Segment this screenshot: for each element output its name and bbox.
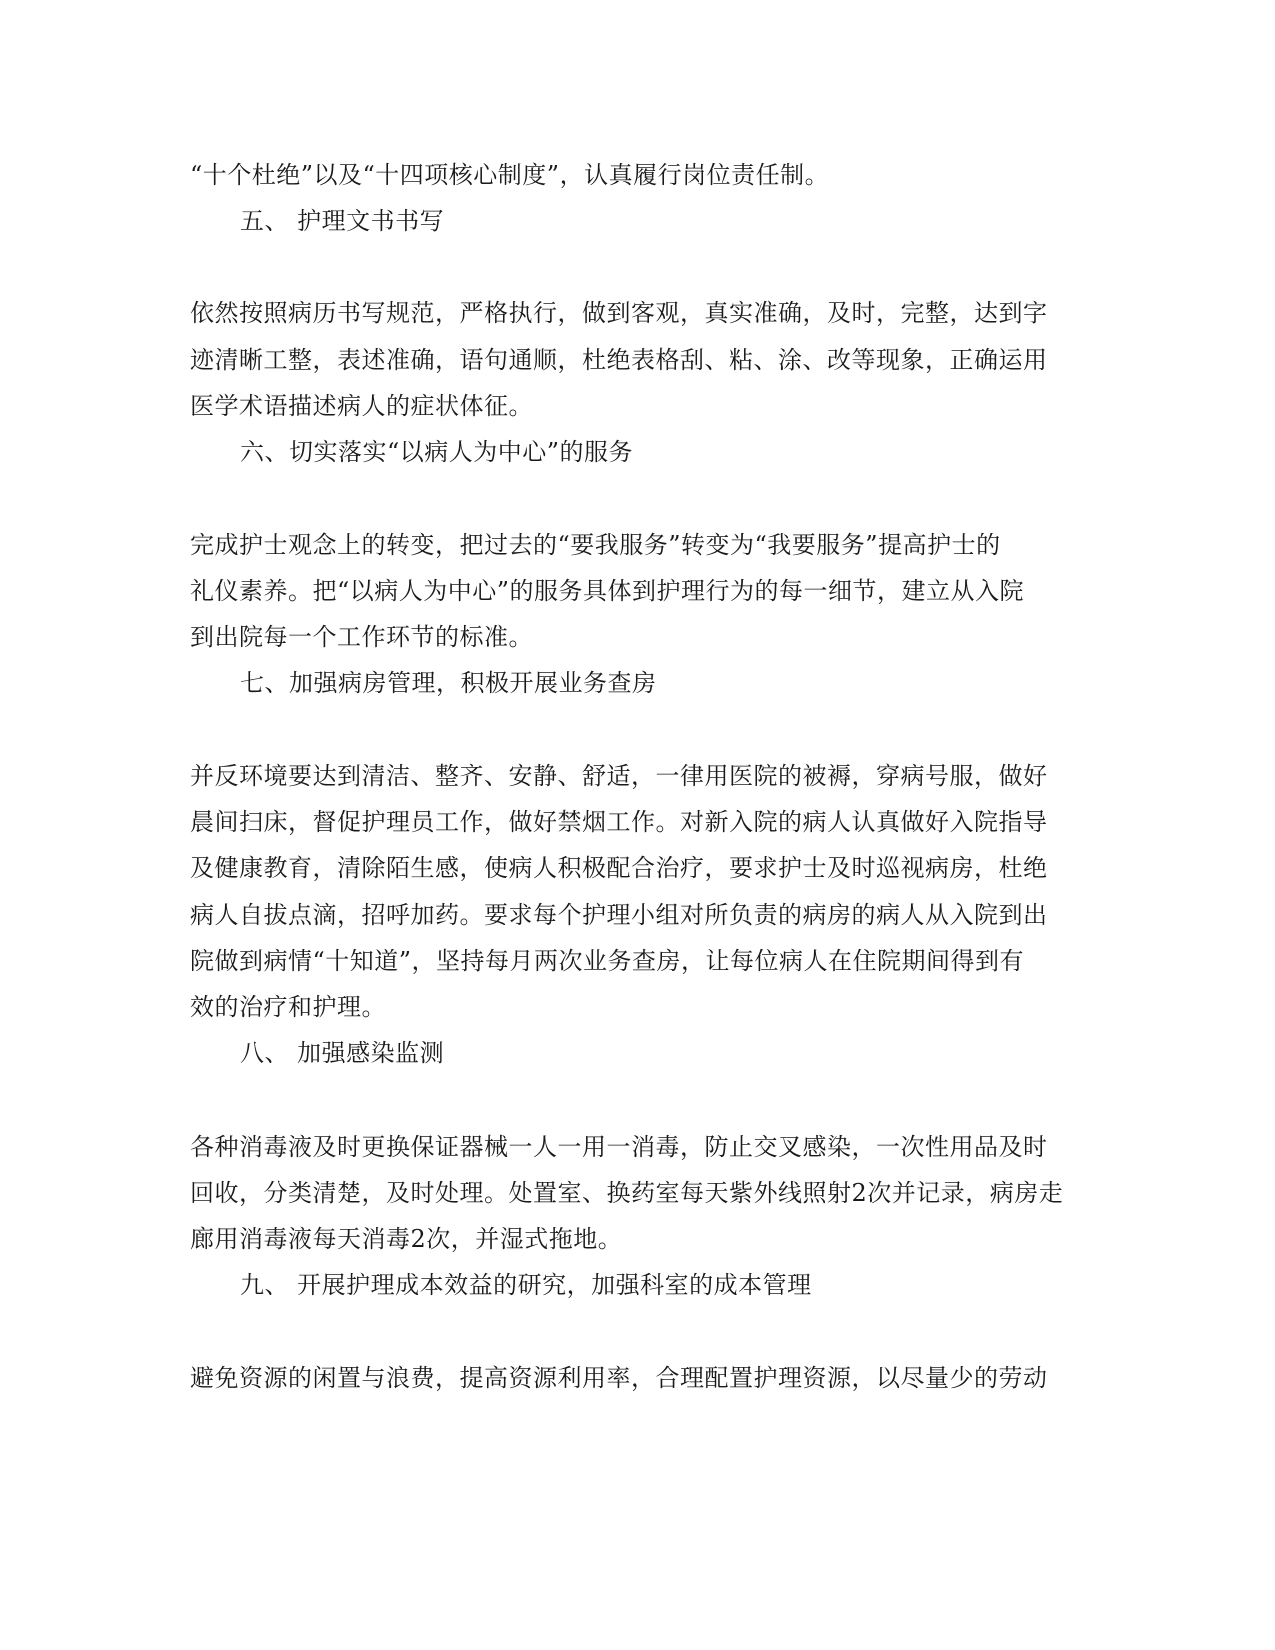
paragraph-line: 院做到病情“十知道”，坚持每月两次业务查房，让每位病人在住院期间得到有 [190, 947, 1025, 975]
section-heading-9: 九、 开展护理成本效益的研究，加强科室的成本管理 [240, 1271, 812, 1299]
paragraph-line: 医学术语描述病人的症状体征。 [190, 392, 533, 420]
section-heading-6: 六、切实落实“以病人为中心”的服务 [240, 438, 634, 466]
paragraph-line: 依然按照病历书写规范，严格执行，做到客观，真实准确，及时，完整，达到字 [190, 299, 1048, 327]
section-heading-5: 五、 护理文书书写 [240, 207, 445, 235]
paragraph-line: 效的治疗和护理。 [190, 993, 386, 1021]
paragraph-line: 完成护士观念上的转变，把过去的“要我服务”转变为“我要服务”提高护士的 [190, 531, 1001, 559]
paragraph-line: 及健康教育，清除陌生感，使病人积极配合治疗，要求护士及时巡视病房，杜绝 [190, 854, 1048, 882]
paragraph-line: 到出院每一个工作环节的标准。 [190, 623, 533, 651]
paragraph-line: 晨间扫床，督促护理员工作，做好禁烟工作。对新入院的病人认真做好入院指导 [190, 808, 1048, 836]
paragraph-line: “十个杜绝”以及“十四项核心制度”，认真履行岗位责任制。 [190, 161, 830, 189]
paragraph-line: 病人自拔点滴，招呼加药。要求每个护理小组对所负责的病房的病人从入院到出 [190, 901, 1048, 929]
paragraph-line: 各种消毒液及时更换保证器械一人一用一消毒，防止交叉感染，一次性用品及时 [190, 1133, 1048, 1161]
section-heading-8: 八、 加强感染监测 [240, 1039, 445, 1067]
paragraph-line: 避免资源的闲置与浪费，提高资源利用率，合理配置护理资源，以尽量少的劳动 [190, 1364, 1048, 1392]
section-heading-7: 七、加强病房管理，积极开展业务查房 [240, 669, 657, 697]
paragraph-line: 回收，分类清楚，及时处理。处置室、换药室每天紫外线照射2次并记录，病房走 [190, 1179, 1064, 1207]
paragraph-line: 礼仪素养。把“以病人为中心”的服务具体到护理行为的每一细节，建立从入院 [190, 577, 1025, 605]
paragraph-line: 迹清晰工整，表述准确，语句通顺，杜绝表格刮、粘、涂、改等现象，正确运用 [190, 346, 1048, 374]
paragraph-line: 廊用消毒液每天消毒2次，并湿式拖地。 [190, 1225, 623, 1253]
paragraph-line: 并反环境要达到清洁、整齐、安静、舒适，一律用医院的被褥，穿病号服，做好 [190, 762, 1048, 790]
